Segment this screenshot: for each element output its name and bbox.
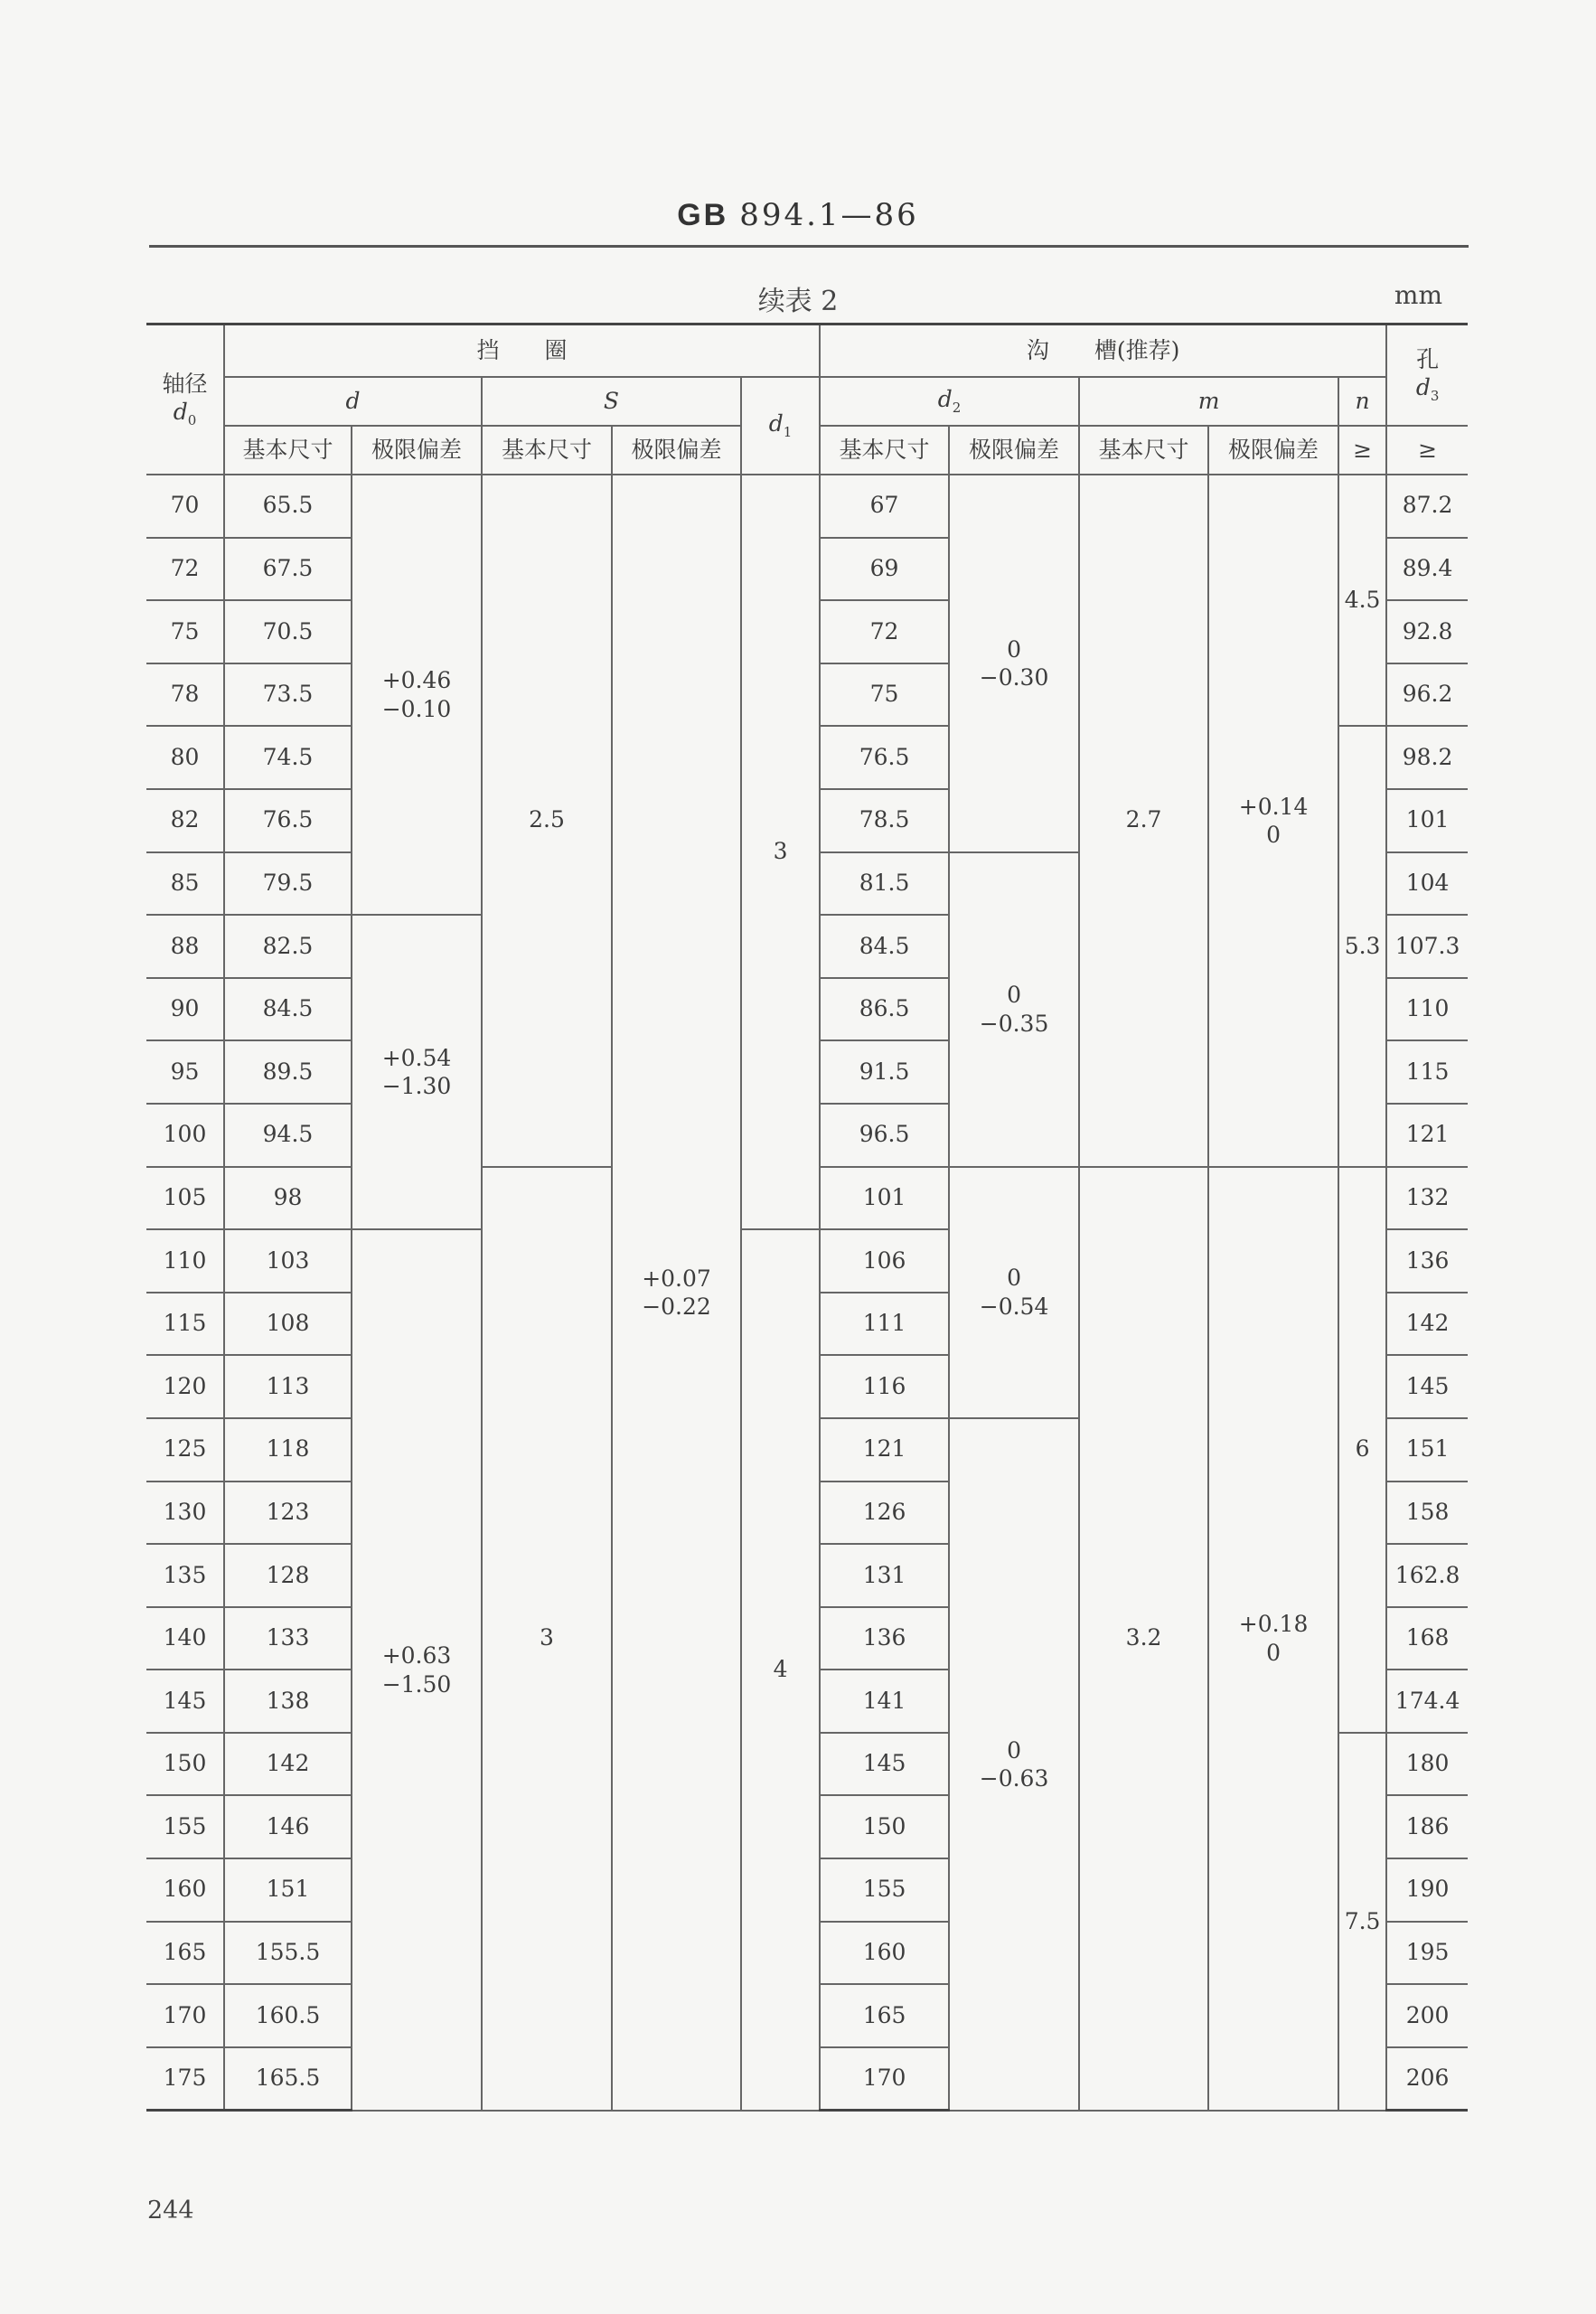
ring-d-tolerance-cell-lower: −1.50	[381, 1670, 452, 1698]
groove-d2-basic-cell: 111	[820, 1293, 949, 1356]
ring-S-basic-cell: 3	[482, 1167, 612, 2111]
groove-d2-tolerance-cell-lower: −0.30	[979, 663, 1049, 691]
n-symbol: n	[1355, 387, 1370, 414]
groove-d2-basic-cell: 145	[820, 1733, 949, 1796]
ring-d1-cell: 3	[741, 475, 820, 1229]
n-ge-header: ≥	[1338, 426, 1386, 475]
groove-d2-basic-cell: 75	[820, 663, 949, 727]
shaft-diameter-cell: 72	[146, 538, 224, 601]
ring-d1-cell: 4	[741, 1229, 820, 2111]
ring-d-basic-cell: 76.5	[224, 789, 352, 852]
shaft-diameter-cell: 105	[146, 1167, 224, 1230]
groove-d2-basic-cell: 69	[820, 538, 949, 601]
ring-S-tolerance-cell-lower: −0.22	[642, 1293, 711, 1320]
hole-d3-cell: 110	[1386, 978, 1468, 1041]
shaft-diameter-cell: 165	[146, 1922, 224, 1985]
groove-d2-basic-cell: 76.5	[820, 726, 949, 789]
ring-d-basic-cell: 73.5	[224, 663, 352, 727]
d1-symbol: d	[768, 409, 784, 437]
shaft-header	[146, 325, 224, 475]
d-header	[224, 377, 482, 426]
hole-d3-cell: 168	[1386, 1607, 1468, 1670]
hole-d3-cell: 195	[1386, 1922, 1468, 1985]
ring-d-basic-cell: 94.5	[224, 1104, 352, 1167]
ring-d-tolerance-cell-upper: +0.63	[381, 1642, 452, 1670]
hole-d3-cell: 206	[1386, 2047, 1468, 2111]
d1-subscript: 1	[783, 423, 793, 440]
ring-d-basic-cell: 118	[224, 1418, 352, 1482]
d2-tolerance-header: 极限偏差	[949, 426, 1079, 475]
unit-label: mm	[1394, 280, 1442, 310]
m-basic-header: 基本尺寸	[1079, 426, 1208, 475]
groove-header: 沟 槽(推荐)	[820, 325, 1386, 378]
groove-d2-basic-cell: 67	[820, 475, 949, 538]
d2-header	[820, 377, 1079, 426]
d2-basic-header: 基本尺寸	[820, 426, 949, 475]
shaft-diameter-cell: 170	[146, 1984, 224, 2047]
d2-subscript: 2	[952, 399, 962, 416]
groove-m-tolerance-cell	[1208, 475, 1338, 1167]
shaft-label: 轴径	[162, 371, 208, 397]
hole-d3-cell: 158	[1386, 1482, 1468, 1545]
hole-d3-cell: 98.2	[1386, 726, 1468, 789]
retaining-ring-header: 挡 圈	[224, 325, 820, 378]
ring-S-tolerance-cell-stack	[642, 1265, 711, 1322]
standard-code: 894.1—86	[739, 197, 919, 233]
ring-d-basic-cell: 89.5	[224, 1040, 352, 1104]
groove-d2-tolerance-cell	[949, 1167, 1079, 1418]
d-tolerance-header: 极限偏差	[352, 426, 482, 475]
ring-d-tolerance-cell	[352, 915, 482, 1229]
ring-d-basic-cell: 67.5	[224, 538, 352, 601]
shaft-diameter-cell: 145	[146, 1670, 224, 1733]
shaft-diameter-cell: 140	[146, 1607, 224, 1670]
ring-d-basic-cell: 160.5	[224, 1984, 352, 2047]
hole-label: 孔	[1416, 346, 1440, 372]
ring-d-basic-cell: 128	[224, 1544, 352, 1607]
ring-d-basic-cell: 142	[224, 1733, 352, 1796]
m-symbol: m	[1197, 387, 1220, 414]
groove-m-tolerance-cell-lower: 0	[1266, 1639, 1281, 1666]
ring-d-basic-cell: 108	[224, 1293, 352, 1356]
ring-d-basic-cell: 79.5	[224, 852, 352, 916]
hole-d3-cell: 121	[1386, 1104, 1468, 1167]
groove-m-tolerance-cell	[1208, 1167, 1338, 2111]
groove-d2-basic-cell: 160	[820, 1922, 949, 1985]
table-caption: 续表 2	[757, 286, 839, 317]
page-number: 244	[147, 2196, 194, 2225]
shaft-diameter-cell: 135	[146, 1544, 224, 1607]
groove-n-cell: 4.5	[1338, 475, 1386, 726]
hole-d3-cell: 96.2	[1386, 663, 1468, 727]
hole-d3-cell: 186	[1386, 1795, 1468, 1858]
groove-d2-basic-cell: 81.5	[820, 852, 949, 916]
d-basic-header: 基本尺寸	[224, 426, 352, 475]
groove-d2-tolerance-cell-stack	[980, 635, 1049, 692]
groove-d2-tolerance-cell-upper: 0	[1007, 1265, 1022, 1292]
ring-S-basic-cell: 2.5	[482, 475, 612, 1167]
m-tolerance-header: 极限偏差	[1208, 426, 1338, 475]
shaft-diameter-cell: 155	[146, 1795, 224, 1858]
groove-d2-basic-cell: 91.5	[820, 1040, 949, 1104]
groove-m-tolerance-cell-stack	[1239, 793, 1309, 850]
ring-d-basic-cell: 103	[224, 1229, 352, 1293]
groove-d2-basic-cell: 78.5	[820, 789, 949, 852]
groove-m-basic-cell: 2.7	[1079, 475, 1208, 1167]
shaft-diameter-cell: 85	[146, 852, 224, 916]
shaft-subscript: 0	[187, 412, 197, 429]
ring-d-tolerance-cell-lower: −1.30	[381, 1073, 452, 1100]
groove-m-tolerance-cell-upper: +0.14	[1238, 793, 1309, 820]
shaft-diameter-cell: 160	[146, 1858, 224, 1922]
shaft-diameter-cell: 88	[146, 915, 224, 978]
n-header	[1338, 377, 1386, 426]
d1-header	[741, 377, 820, 475]
m-header	[1079, 377, 1338, 426]
groove-d2-basic-cell: 84.5	[820, 915, 949, 978]
ring-d-basic-cell: 123	[224, 1482, 352, 1545]
table-row	[146, 475, 1468, 538]
groove-d2-basic-cell: 121	[820, 1418, 949, 1482]
groove-d2-tolerance-cell-upper: 0	[1007, 635, 1022, 663]
ring-d-basic-cell: 151	[224, 1858, 352, 1922]
hole-d3-cell: 151	[1386, 1418, 1468, 1482]
ring-d-tolerance-cell-stack	[382, 666, 452, 723]
groove-m-basic-cell: 3.2	[1079, 1167, 1208, 2111]
shaft-symbol: d	[173, 399, 188, 426]
shaft-diameter-cell: 75	[146, 600, 224, 663]
groove-d2-basic-cell: 150	[820, 1795, 949, 1858]
groove-d2-basic-cell: 96.5	[820, 1104, 949, 1167]
ring-S-tolerance-cell-upper: +0.07	[642, 1265, 711, 1292]
standard-prefix: GB	[677, 198, 729, 232]
S-basic-header: 基本尺寸	[482, 426, 612, 475]
ring-d-basic-cell: 165.5	[224, 2047, 352, 2111]
hole-d3-cell: 132	[1386, 1167, 1468, 1230]
ring-S-tolerance-cell	[612, 475, 741, 2111]
groove-d2-basic-cell: 155	[820, 1858, 949, 1922]
groove-d2-basic-cell: 86.5	[820, 978, 949, 1041]
dimension-table	[146, 323, 1468, 2112]
groove-m-tolerance-cell-upper: +0.18	[1238, 1611, 1309, 1638]
ring-d-tolerance-cell-upper: +0.46	[381, 667, 452, 694]
hole-d3-cell: 136	[1386, 1229, 1468, 1293]
page-header	[0, 197, 1596, 233]
groove-n-cell: 6	[1338, 1167, 1386, 1733]
d3-symbol: d	[1415, 374, 1431, 401]
shaft-diameter-cell: 95	[146, 1040, 224, 1104]
shaft-diameter-cell: 78	[146, 663, 224, 727]
ring-d-basic-cell: 138	[224, 1670, 352, 1733]
groove-d2-basic-cell: 136	[820, 1607, 949, 1670]
groove-d2-tolerance-cell	[949, 1418, 1079, 2111]
hole-d3-cell: 190	[1386, 1858, 1468, 1922]
groove-m-tolerance-cell-stack	[1239, 1610, 1309, 1667]
groove-d2-tolerance-cell-lower: −0.35	[979, 1010, 1049, 1037]
shaft-diameter-cell: 82	[146, 789, 224, 852]
shaft-diameter-cell: 90	[146, 978, 224, 1041]
groove-d2-basic-cell: 101	[820, 1167, 949, 1230]
hole-d3-cell: 115	[1386, 1040, 1468, 1104]
hole-d3-cell: 107.3	[1386, 915, 1468, 978]
hole-d3-cell: 174.4	[1386, 1670, 1468, 1733]
groove-d2-tolerance-cell-upper: 0	[1007, 982, 1022, 1009]
shaft-diameter-cell: 125	[146, 1418, 224, 1482]
shaft-diameter-cell: 115	[146, 1293, 224, 1356]
groove-d2-tolerance-cell	[949, 475, 1079, 852]
ring-d-basic-cell: 84.5	[224, 978, 352, 1041]
d2-symbol: d	[937, 385, 953, 412]
groove-d2-tolerance-cell-upper: 0	[1007, 1736, 1022, 1764]
ring-d-basic-cell: 98	[224, 1167, 352, 1230]
shaft-diameter-cell: 130	[146, 1482, 224, 1545]
groove-d2-basic-cell: 170	[820, 2047, 949, 2111]
groove-d2-tolerance-cell-lower: −0.54	[979, 1293, 1049, 1320]
hole-d3-cell: 180	[1386, 1733, 1468, 1796]
groove-d2-tolerance-cell-stack	[980, 981, 1049, 1038]
groove-d2-basic-cell: 126	[820, 1482, 949, 1545]
S-header	[482, 377, 741, 426]
hole-d3-cell: 162.8	[1386, 1544, 1468, 1607]
ring-d-basic-cell: 146	[224, 1795, 352, 1858]
ring-d-tolerance-cell-upper: +0.54	[381, 1044, 452, 1071]
ring-d-tolerance-cell-stack	[382, 1641, 452, 1698]
shaft-diameter-cell: 100	[146, 1104, 224, 1167]
shaft-diameter-cell: 110	[146, 1229, 224, 1293]
ring-d-tolerance-cell	[352, 475, 482, 915]
ring-d-basic-cell: 82.5	[224, 915, 352, 978]
d3-subscript: 3	[1430, 388, 1440, 405]
shaft-diameter-cell: 150	[146, 1733, 224, 1796]
ring-d-tolerance-cell	[352, 1229, 482, 2111]
groove-d2-basic-cell: 116	[820, 1355, 949, 1418]
ring-d-basic-cell: 70.5	[224, 600, 352, 663]
groove-d2-basic-cell: 141	[820, 1670, 949, 1733]
S-tolerance-header: 极限偏差	[612, 426, 741, 475]
table-body	[146, 475, 1468, 2111]
groove-d2-basic-cell: 106	[820, 1229, 949, 1293]
shaft-diameter-cell: 70	[146, 475, 224, 538]
hole-d3-cell: 89.4	[1386, 538, 1468, 601]
shaft-diameter-cell: 120	[146, 1355, 224, 1418]
groove-m-tolerance-cell-lower: 0	[1266, 821, 1281, 848]
hole-d3-cell: 92.8	[1386, 600, 1468, 663]
shaft-diameter-cell: 175	[146, 2047, 224, 2111]
groove-d2-basic-cell: 131	[820, 1544, 949, 1607]
S-symbol: S	[603, 387, 620, 414]
hole-d3-cell: 101	[1386, 789, 1468, 852]
hole-d3-cell: 104	[1386, 852, 1468, 916]
groove-d2-tolerance-cell	[949, 852, 1079, 1167]
groove-d2-tolerance-cell-stack	[980, 1736, 1049, 1793]
groove-n-cell: 7.5	[1338, 1733, 1386, 2111]
header-rule	[149, 245, 1469, 248]
hole-d3-cell: 145	[1386, 1355, 1468, 1418]
groove-n-cell: 5.3	[1338, 726, 1386, 1166]
ring-d-basic-cell: 155.5	[224, 1922, 352, 1985]
ring-d-basic-cell: 74.5	[224, 726, 352, 789]
ring-d-basic-cell: 133	[224, 1607, 352, 1670]
ring-d-basic-cell: 113	[224, 1355, 352, 1418]
groove-d2-tolerance-cell-lower: −0.63	[979, 1764, 1049, 1792]
groove-d2-basic-cell: 72	[820, 600, 949, 663]
ring-d-basic-cell: 65.5	[224, 475, 352, 538]
groove-d2-tolerance-cell-stack	[980, 1264, 1049, 1321]
d-symbol: d	[345, 387, 361, 414]
hole-d3-cell: 142	[1386, 1293, 1468, 1356]
ring-d-tolerance-cell-stack	[382, 1044, 452, 1101]
ring-d-tolerance-cell-lower: −0.10	[381, 695, 452, 722]
d3-ge-header: ≥	[1386, 426, 1468, 475]
hole-d3-cell: 200	[1386, 1984, 1468, 2047]
hole-header	[1386, 325, 1468, 427]
hole-d3-cell: 87.2	[1386, 475, 1468, 538]
groove-d2-basic-cell: 165	[820, 1984, 949, 2047]
shaft-diameter-cell: 80	[146, 726, 224, 789]
